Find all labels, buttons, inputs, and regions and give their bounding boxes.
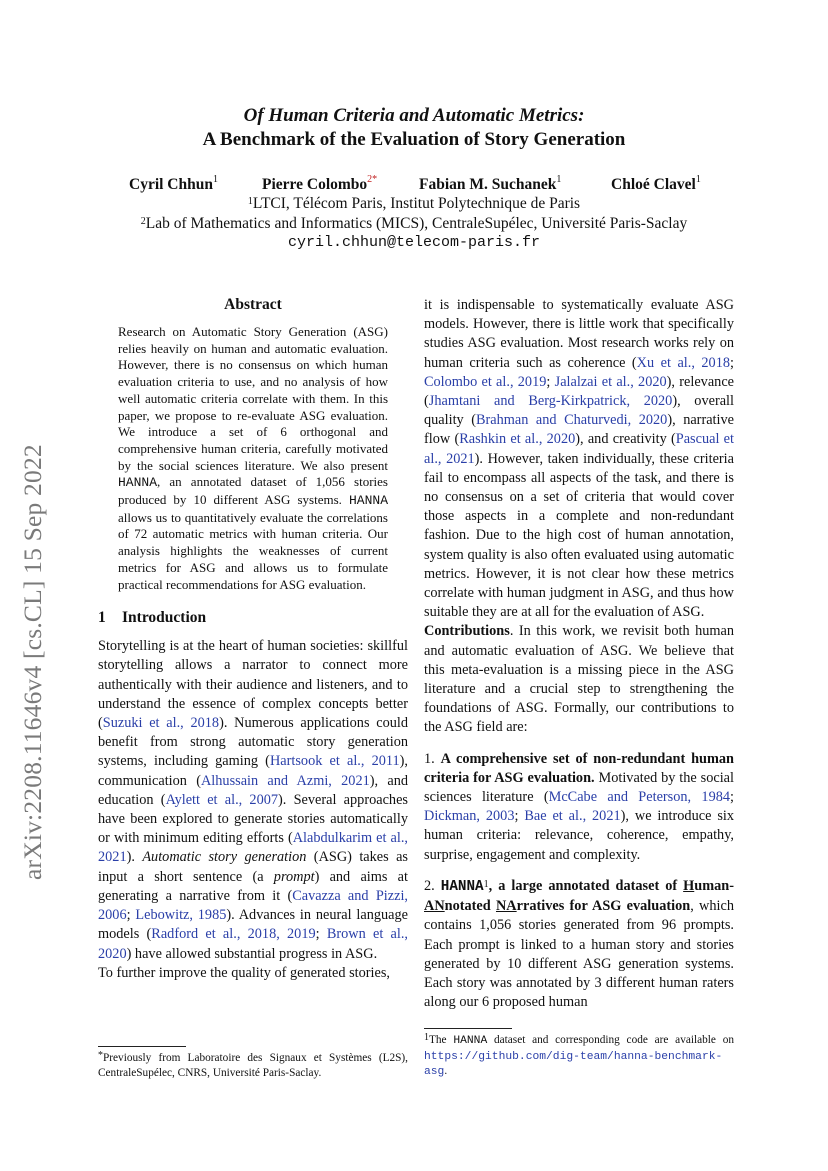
affil-sup: 2 (140, 216, 146, 227)
author-name-text: Chloé Clavel (611, 176, 696, 193)
text-run: ). Several approaches have been explored to generate stories automatically or with minimum editing efforts ( (98, 791, 408, 847)
contribution-title: A comprehensive set of non-redundant human criteria for ASG evaluation. (424, 750, 735, 786)
citation-link[interactable]: Pascual et al., 2021 (424, 431, 734, 467)
affil-sup: 1 (247, 196, 253, 207)
text-run: ). Advances in neural language models ( (98, 907, 409, 943)
abstract-body (118, 324, 388, 593)
text-run: Motivated by the social sciences literature ( (424, 769, 734, 806)
text-run: , which contains 1,056 stories generated from 96 prompts. Each prompt is linked to a human story and stories generated by 10 different ASG generation systems. Each story was annotated by 3 different human raters along our 6 proposed human (424, 898, 734, 1011)
footnote-left (98, 1046, 408, 1080)
citation-link[interactable]: Xu et al., 2018 (636, 354, 731, 371)
right-column (424, 296, 734, 1012)
author-affil-sup: 1 (213, 174, 218, 185)
footnote-body: . (444, 1065, 448, 1077)
citation-link[interactable]: Dickman, 2003 (424, 808, 515, 825)
text-run: notated (444, 898, 496, 915)
author-name (419, 176, 561, 194)
text-run: ) have allowed substantial progress in ASG. (126, 945, 378, 962)
text-run: uman- (694, 877, 734, 894)
section-heading-introduction (98, 609, 408, 627)
title-line-2: A Benchmark of the Evaluation of Story Generation (202, 129, 626, 150)
affiliation-line (0, 214, 828, 234)
citation-link[interactable]: Aylett et al., 2007 (165, 791, 279, 808)
text-run: ) and aims at generating a narrative from it ( (98, 868, 408, 904)
intro-paragraph-continued (424, 296, 734, 622)
text-run: ; (730, 789, 734, 806)
citation-link[interactable]: Jalalzai et al., 2020 (554, 373, 667, 390)
citation-link[interactable]: Radford et al., 2018, 2019 (151, 926, 316, 943)
citation-link[interactable]: Colombo et al., 2019 (424, 373, 547, 390)
citation-link[interactable]: Alabdulkarim et al., 2021 (98, 830, 408, 866)
affil-text: LTCI, Télécom Paris, Institut Polytechnique de Paris (252, 195, 581, 212)
text-run: ), we introduce six human criteria: relevance, coherence, empathy, surprise, engagement and complexity. (424, 808, 735, 863)
text-run: ), narrative flow ( (424, 412, 734, 448)
paper-title (0, 104, 828, 152)
text-run: ; (514, 808, 525, 825)
footnote-mark: * (98, 1050, 103, 1061)
list-number: 1. (424, 750, 441, 767)
author-affil-sup: 1 (556, 174, 562, 185)
author-name-text: Pierre Colombo (262, 176, 368, 193)
author-name-text: Cyril Chhun (129, 176, 213, 193)
author-name (611, 176, 701, 194)
repository-link[interactable]: https://github.com/dig-team/hanna-benchmark-asg (424, 1050, 723, 1078)
text-run: ). Numerous applications could benefit from strong automatic story generation systems, including gaming ( (98, 715, 408, 770)
affil-text: Lab of Mathematics and Informatics (MICS), CentraleSupélec, Université Paris-Saclay (145, 215, 688, 232)
citation-link[interactable]: Cavazza and Pizzi, 2006 (98, 887, 408, 924)
text-run: , a large annotated dataset of (488, 877, 684, 894)
footnote-text (424, 1033, 734, 1080)
text-run: ), relevance ( (424, 373, 735, 410)
text-run: ). (126, 849, 143, 866)
citation-link[interactable]: Suzuki et al., 2018 (102, 715, 220, 732)
abstract-text-part: allows us to quantitatively evaluate the correlations of 72 automatic metrics with human criteria. Our analysis highlights the weaknesses of current metrics for ASG and allows us to formulate practical recommendations for ASG evaluation. (118, 509, 388, 592)
author-affil-sup: 1 (695, 174, 701, 185)
citation-link[interactable]: Rashkin et al., 2020 (459, 431, 576, 448)
text-run: (ASG) takes as input a short sentence (a (98, 849, 408, 885)
term-italic: Automatic story generation (142, 849, 307, 866)
abstract-text-part: , an annotated dataset of 1,056 stories produced by 10 different ASG systems. (118, 474, 388, 508)
footnote-mark: 1 (424, 1032, 429, 1043)
text-run: ; (546, 373, 555, 390)
text-run: ), communication ( (98, 753, 408, 789)
text-run: ), and creativity ( (575, 431, 676, 448)
footnote-rule (98, 1046, 186, 1047)
text-run: ; (730, 354, 734, 371)
list-number: 2. (424, 877, 441, 894)
text-run: Storytelling is at the heart of human societies: skillful storytelling allows a narrator to connect more authentically with their audience and listeners, and to understand the essence of complex concepts better ( (98, 638, 408, 732)
citation-link[interactable]: Hartsook et al., 2011 (269, 753, 400, 770)
term-italic: prompt (273, 868, 315, 885)
footnote-right (424, 1028, 734, 1080)
dataset-name: HANNA (348, 493, 388, 509)
text-run: . In this work, we revisit both human and automatic evaluation of ASG. We believe that this meta-evaluation is a missing piece in the ASG literature and a crucial step to strengthening the foundations of ASG. Formally, our contributions to the ASG field are: (424, 623, 734, 736)
citation-link[interactable]: Lebowitz, 1985 (135, 907, 227, 924)
text-run: ; (315, 926, 327, 943)
author-email[interactable]: cyril.chhun@telecom-paris.fr (287, 234, 541, 251)
title-line-1 (0, 104, 828, 128)
citation-link[interactable]: Bae et al., 2021 (524, 808, 621, 825)
citation-link[interactable]: McCabe and Peterson, 1984 (548, 789, 731, 806)
section-number: 1 (98, 609, 106, 627)
text-run: ; (126, 907, 136, 924)
footnote-rule (424, 1028, 512, 1029)
abstract-text-part: Research on Automatic Story Generation (ASG) relies heavily on human and automatic evaluation. However, there is no consensus on which human evaluation criteria to use, and no analysis of how well automatic criteria correlate with them. In this paper, we propose to re-evaluate ASG evaluation. We introduce a set of 6 orthogonal and comprehensive human criteria, carefully motivated by the social sciences literature. We also present (118, 324, 388, 473)
author-name-text: Fabian M. Suchanek (419, 176, 557, 193)
dataset-name: HANNA (440, 878, 484, 895)
text-run: ), overall quality ( (424, 393, 735, 429)
citation-link[interactable]: Brahman and Chaturvedi, 2020 (476, 412, 668, 429)
footnote-text (98, 1051, 408, 1080)
title-colon: : (578, 105, 585, 126)
contribution-item-2 (424, 877, 734, 1012)
intro-paragraph-2: To further improve the quality of generated stories, (98, 964, 390, 981)
abstract-heading: Abstract (224, 296, 282, 313)
footnote-ref[interactable]: 1 (483, 878, 489, 890)
contribution-item-1 (424, 750, 734, 865)
text-run: it is indispensable to systematically evaluate ASG models. However, there is little work that specifically studies ASG evaluation. Most research works rely on human criteria such as coherence ( (424, 297, 734, 371)
footnote-body: The (429, 1034, 454, 1046)
text-run: ). However, taken individually, these criteria fail to encompass all aspects of the task, and there is no consensus on a set of criteria that would cover those aspects in a complete and non-redundant fashion. Due to the high cost of human annotation, system quality is also often evaluated using automatic metrics. However, it is not clear how these metrics correlate with human judgment in ASG, and thus how suitable they are at all for the evaluation of ASG. (424, 450, 734, 621)
text-run: ), and education ( (98, 772, 408, 808)
citation-link[interactable]: Jhamtani and Berg-Kirkpatrick, 2020 (428, 393, 673, 410)
arxiv-identifier-stamp: arXiv:2208.11646v4 [cs.CL] 15 Sep 2022 (18, 444, 47, 880)
title-italic-part: Of Human Criteria and Automatic Metrics (243, 105, 579, 126)
footnote-body: Previously from Laboratoire des Signaux et Systèmes (L2S), CentraleSupélec, CNRS, Université Paris-Saclay. (98, 1052, 408, 1079)
citation-link[interactable]: Brown et al., 2020 (98, 926, 408, 962)
dataset-name: HANNA (118, 475, 158, 491)
text-run: rratives for ASG evaluation (516, 898, 691, 915)
dataset-name: HANNA (453, 1035, 488, 1047)
author-name (129, 176, 218, 194)
affiliation-line (0, 194, 828, 214)
contributions-label: Contributions (424, 623, 510, 640)
intro-paragraph-1 (98, 637, 408, 963)
author-name (262, 176, 377, 194)
acronym-letter: AN (424, 898, 445, 915)
author-affil-sup: 2* (367, 174, 378, 185)
left-column (98, 296, 408, 983)
acronym-letter: H (683, 877, 695, 894)
citation-link[interactable]: Alhussain and Azmi, 2021 (200, 772, 370, 789)
section-title: Introduction (122, 609, 207, 627)
footnote-body: dataset and corresponding code are available on (487, 1034, 734, 1046)
contributions-paragraph (424, 622, 734, 737)
acronym-letter: NA (495, 898, 517, 915)
